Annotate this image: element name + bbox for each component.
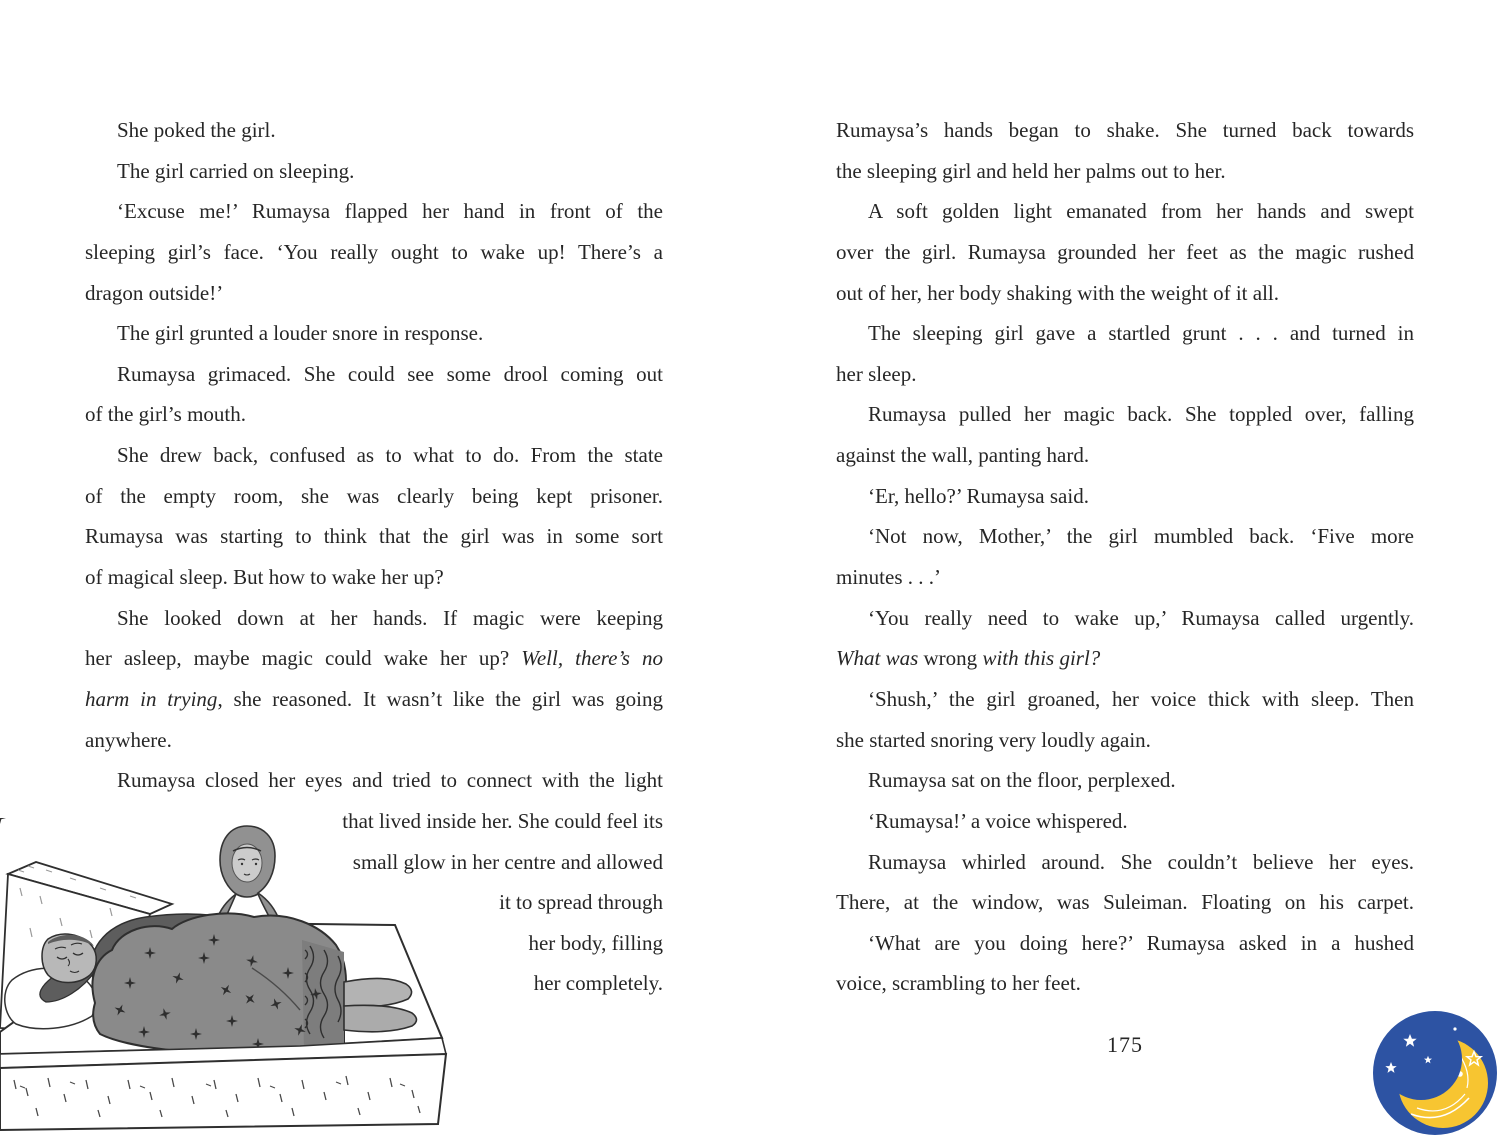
text-line: The girl grunted a louder snore in response. [117, 321, 484, 346]
text-line: She poked the girl. [117, 118, 276, 142]
text-line: it to spread through [499, 890, 663, 915]
text-line: A soft golden light emanated from her hands and swept [868, 199, 1414, 224]
crescent-moon-logo [1371, 1010, 1499, 1136]
text-line: her asleep, maybe magic could wake her up? Well, there’s no [85, 646, 664, 671]
text-line: of the girl’s mouth. [85, 402, 246, 427]
text-line: small glow in her centre and allowed [352, 849, 663, 874]
text-line: harm in trying, she reasoned. It wasn’t like the girl was going [85, 686, 663, 711]
text-line: her completely. [533, 971, 663, 996]
text-line: There, at the window, was Suleiman. Floating on his carpet. [836, 890, 1414, 915]
text-line: that lived inside her. She could feel its [342, 808, 663, 833]
text-line: out of her, her body shaking with the weight of it all. [836, 280, 1279, 305]
stone-base [0, 1054, 446, 1130]
yellow-crescent [1371, 1010, 1499, 1136]
text-line: voice, scrambling to her feet. [836, 971, 1081, 996]
standing-figure-rumaysa [216, 826, 280, 924]
right-page-text [836, 110, 1414, 1004]
text-line: The girl carried on sleeping. [117, 158, 355, 183]
text-line: ‘Rumaysa!’ a voice whispered. [868, 808, 1128, 833]
text-line: The sleeping girl gave a startled grunt . . . and turned in [868, 321, 1414, 346]
text-line: dragon outside!’ [85, 280, 224, 305]
page-number: 175 [1107, 1032, 1143, 1057]
text-line: ‘Shush,’ the girl groaned, her voice thick with sleep. Then [868, 686, 1414, 711]
text-line: She looked down at her hands. If magic were keeping [117, 605, 663, 630]
text-line: over the girl. Rumaysa grounded her feet as the magic rushed [836, 239, 1414, 264]
text-line: Rumaysa sat on the floor, perplexed. [868, 768, 1176, 793]
text-line: sleeping girl’s face. ‘You really ought to wake up! There’s a [85, 239, 663, 264]
text-line: minutes . . .’ [836, 565, 941, 590]
text-line: Rumaysa whirled around. She couldn’t believe her eyes. [868, 849, 1414, 874]
text-line: ‘What are you doing here?’ Rumaysa asked in a hushed [868, 930, 1414, 955]
text-line: Rumaysa’s hands began to shake. She turned back towards [836, 118, 1414, 142]
text-line: of magical sleep. But how to wake her up? [85, 565, 444, 590]
text-line: Rumaysa pulled her magic back. She toppled over, falling [868, 402, 1414, 427]
text-line: Rumaysa grimaced. She could see some drool coming out [117, 361, 663, 386]
moon-logo-icon [1371, 1010, 1499, 1136]
text-line: her body, filling [528, 930, 663, 955]
text-line: against the wall, panting hard. [836, 443, 1090, 468]
text-line: the sleeping girl and held her palms out to her. [836, 158, 1226, 183]
text-line: She drew back, confused as to what to do. From the state [117, 443, 663, 468]
text-line: her sleep. [836, 361, 917, 386]
story-illustration [0, 818, 475, 1136]
text-line: ‘Er, hello?’ Rumaysa said. [868, 483, 1089, 508]
text-line: Rumaysa closed her eyes and tried to connect with the light [117, 768, 663, 793]
sleeping-girl-face [42, 934, 96, 982]
sleeping-girl-illustration [0, 818, 475, 1136]
text-line: What was wrong with this girl? [836, 646, 1101, 671]
text-line: ‘Not now, Mother,’ the girl mumbled back. ‘Five more [868, 524, 1414, 549]
text-line: ‘Excuse me!’ Rumaysa flapped her hand in front of the [117, 199, 663, 224]
text-line: of the empty room, she was clearly being kept prisoner. [85, 483, 663, 508]
text-line: anywhere. [85, 727, 172, 752]
text-line: ‘You really need to wake up,’ Rumaysa called urgently. [868, 605, 1414, 630]
text-line: she started snoring very loudly again. [836, 727, 1151, 752]
text-line: Rumaysa was starting to think that the girl was in some sort [85, 524, 663, 549]
